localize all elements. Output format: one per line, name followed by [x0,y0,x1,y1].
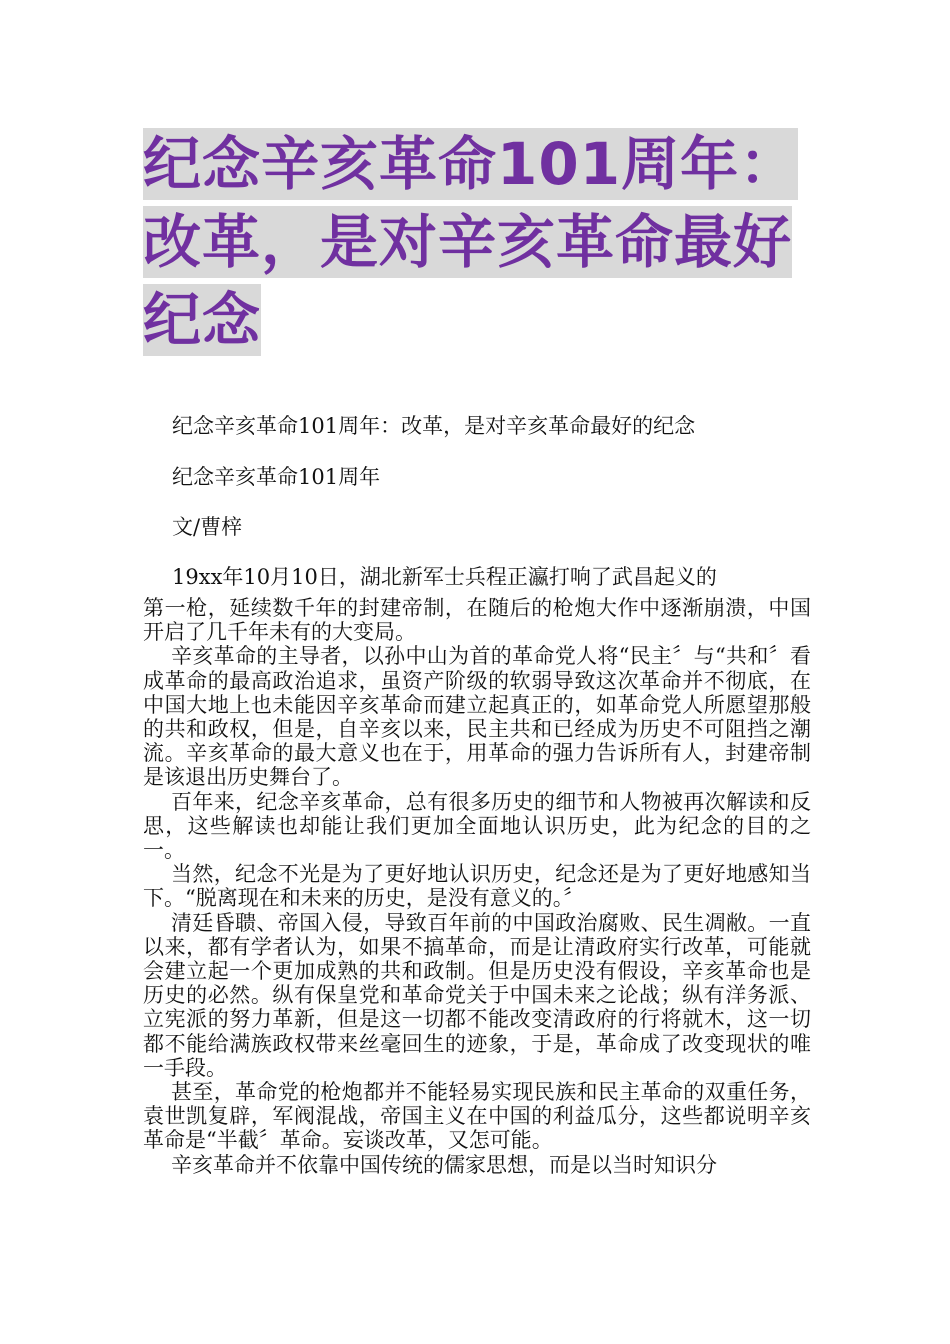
title-line: 改革，是对辛亥革命最好 [143,208,793,276]
paragraph: 第一枪，延续数千年的封建帝制，在随后的枪炮大作中逐渐崩溃，中国开启了几千年未有的大变局。 [143,596,811,645]
document-title [143,128,823,362]
paragraph: 百年来，纪念辛亥革命，总有很多历史的细节和人物被再次解读和反思，这些解读也却能让我们更加全面地认识历史，此为纪念的目的之一。 [143,789,811,863]
subtitle-short: 纪念辛亥革命101周年 [172,465,381,489]
title-line: 纪念辛亥革命101周年： [143,130,799,198]
subtitle-full: 纪念辛亥革命101周年：改革，是对辛亥革命最好的纪念 [172,414,696,438]
author-line: 文/曹梓 [172,515,243,539]
article-body [143,596,811,1177]
title-line: 纪念 [143,286,262,354]
paragraph: 当然，纪念不光是为了更好地认识历史，纪念还是为了更好地感知当下。“脱离现在和未来的历史，是没有意义的。〞 [143,862,811,911]
paragraph: 甚至，革命党的枪炮都并不能轻易实现民族和民主革命的双重任务，袁世凯复辟，军阀混战，帝国主义在中国的利益瓜分，这些都说明辛亥革命是“半截〞革命。妄谈改革，又怎可能。 [143,1080,811,1153]
paragraph: 辛亥革命并不依靠中国传统的儒家思想，而是以当时知识分 [171,1152,717,1177]
paragraph: 辛亥革命的主导者，以孙中山为首的革命党人将“民主〞与“共和〞看成革命的最高政治追求，虽资产阶级的软弱导致这次革命并不彻底，在中国大地上也未能因辛亥革命而建立起真正的，如革命党人所愿望那般的共和政权，但是，自辛亥以来，民主共和已经成为历史不可阻挡之潮流。辛亥革命的最大意义也在于，用革命的强力告诉所有人，封建帝制是该退出历史舞台了。 [143,644,811,790]
first-line: 19xx年10月10日，湖北新军士兵程正瀛打响了武昌起义的 [172,565,717,589]
paragraph: 清廷昏聩、帝国入侵，导致百年前的中国政治腐败、民生凋敝。一直以来，都有学者认为，如果不搞革命，而是让清政府实行改革，可能就会建立起一个更加成熟的共和政制。但是历史没有假设，辛亥革命也是历史的必然。纵有保皇党和革命党关于中国未来之论战；纵有洋务派、立宪派的努力革新，但是这一切都不能改变清政府的行将就木，这一切都不能给满族政权带来丝毫回生的迹象，于是，革命成了改变现状的唯一手段。 [143,910,811,1080]
